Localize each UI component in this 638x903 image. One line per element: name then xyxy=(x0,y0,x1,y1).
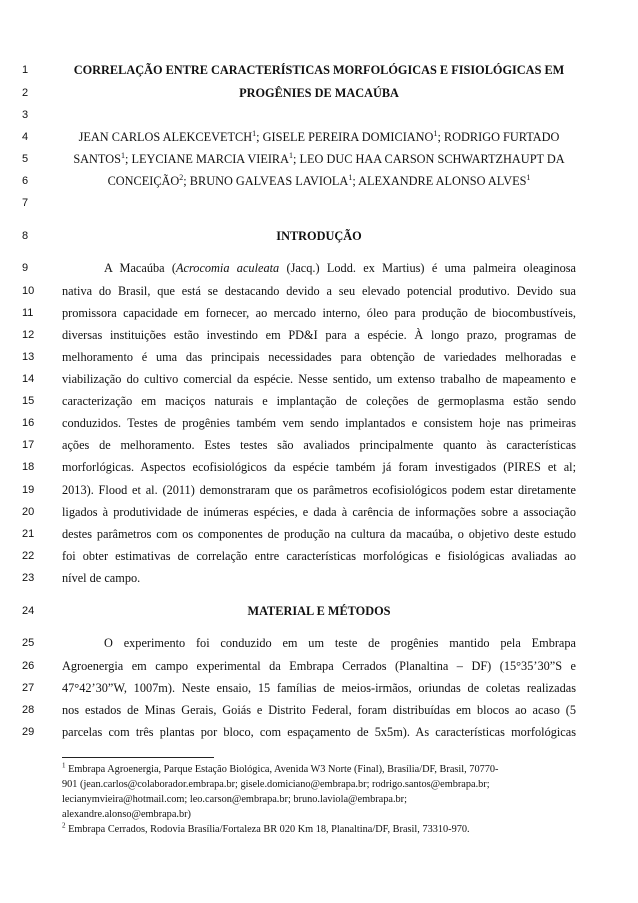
text-span: A Macaúba ( xyxy=(104,261,176,275)
line-number: 7 xyxy=(22,197,29,209)
footnote-1-line xyxy=(62,763,592,777)
affiliation-mark: 1 xyxy=(526,172,531,182)
species-name: Acrocomia aculeata xyxy=(176,261,280,275)
affiliation-mark: 2 xyxy=(179,172,184,182)
body-text-line: nos estados de Minas Gerais, Goiás e Distrito Federal, foram distribuídas em blocos ao acaso (5 xyxy=(62,703,576,717)
line-number: 25 xyxy=(22,637,35,649)
line-number: 18 xyxy=(22,461,35,473)
body-text-line: 2013). Flood et al. (2011) demonstraram que os parâmetros ecofisiológicos podem estar diretamente xyxy=(62,483,576,497)
line-number: 29 xyxy=(22,726,35,738)
author-separator: ; xyxy=(256,130,263,144)
body-text-line: diversas instituições estão investindo em PD&I para a espécie. À longo prazo, programas de xyxy=(62,328,576,342)
author-name: ALEXANDRE ALONSO ALVES xyxy=(358,174,527,188)
body-text-line: nativa do Brasil, que está se destacando devido a seu elevado potencial produtivo. Devido sua xyxy=(62,284,576,298)
body-text-line: ligados à produtividade de inúmeras espécies, e dada à carência de informações sobre a associação xyxy=(62,505,576,519)
line-number: 11 xyxy=(22,307,34,319)
line-number: 9 xyxy=(22,262,29,274)
line-number: 19 xyxy=(22,484,35,496)
author-name: JEAN CARLOS ALEKCEVETCH xyxy=(78,130,253,144)
affiliation-mark: 1 xyxy=(433,128,438,138)
author-separator: ; xyxy=(124,152,132,166)
line-number: 24 xyxy=(22,605,35,617)
line-number: 12 xyxy=(22,329,35,341)
body-text-line: conduzidos. Testes de progênies também vem sendo implantados e consistem hoje nas primeiras xyxy=(62,416,576,430)
footnote-2-line xyxy=(62,823,592,837)
affiliation-mark: 1 xyxy=(348,172,353,182)
line-number: 26 xyxy=(22,660,35,672)
line-number: 28 xyxy=(22,704,35,716)
body-text-line: ações de melhoramento. Estes testes são avaliados principalmente quanto às características xyxy=(62,438,576,452)
body-text-line: parcelas com três plantas por bloco, com espaçamento de 5x5m). As características morfológicas xyxy=(62,725,576,739)
authors-line-3 xyxy=(62,174,576,189)
line-number: 8 xyxy=(22,230,29,242)
line-number: 10 xyxy=(22,285,35,297)
footnote-text: Embrapa Cerrados, Rodovia Brasília/Fortaleza BR 020 Km 18, Planaltina/DF, Brasil, 73310-970. xyxy=(65,824,470,835)
line-number: 2 xyxy=(22,87,29,99)
body-text-line: nível de campo. xyxy=(62,571,141,585)
footnote-mark: 1 xyxy=(62,761,66,770)
line-number: 3 xyxy=(22,109,29,121)
footnote-1-line: alexandre.alonso@embrapa.br) xyxy=(62,809,191,820)
author-name: GISELE PEREIRA DOMICIANO xyxy=(262,130,434,144)
line-number: 22 xyxy=(22,550,35,562)
line-number: 17 xyxy=(22,439,35,451)
body-text-line: morforlógicas. Aspectos ecofisiológicos da espécie também já foram investigados (PIRES et al; xyxy=(62,460,576,474)
section-heading-introducao: INTRODUÇÃO xyxy=(276,229,362,243)
body-text-line: Agroenergia em campo experimental da Embrapa Cerrados (Planaltina – DF) (15°35’30”S e xyxy=(62,659,576,673)
body-text-line: foi obter estimativas de correlação entre características morfológicas e fisiológicas avaliadas ao xyxy=(62,549,576,563)
line-number: 1 xyxy=(22,64,29,76)
line-number: 16 xyxy=(22,417,35,429)
authors-line-2 xyxy=(62,152,576,167)
author-separator: ; LEO DUC HAA CARSON SCHWARTZHAUPT DA xyxy=(293,152,565,166)
footnote-1-line: 901 (jean.carlos@colaborador.embrapa.br; gisele.domiciano@embrapa.br; rodrigo.santos@embrapa.br; xyxy=(62,779,490,790)
line-number: 20 xyxy=(22,506,35,518)
body-text-line: caracterização em maciços naturais e implantação de coleções de germoplasma estão sendo xyxy=(62,394,576,408)
affiliation-mark: 1 xyxy=(120,150,125,160)
affiliation-mark: 1 xyxy=(289,150,294,160)
body-text-line: promissora capacidade em fornecer, ao mercado interno, óleo para produção de biocombustíveis, xyxy=(62,306,576,320)
line-number: 27 xyxy=(22,682,35,694)
paper-title-line-1: CORRELAÇÃO ENTRE CARACTERÍSTICAS MORFOLÓGICAS E FISIOLÓGICAS EM xyxy=(73,63,565,77)
line-number: 5 xyxy=(22,153,29,165)
line-number: 14 xyxy=(22,373,35,385)
paper-title-line-2: PROGÊNIES DE MACAÚBA xyxy=(239,86,399,100)
line-number: 6 xyxy=(22,175,29,187)
line-number: 13 xyxy=(22,351,35,363)
body-text-line: O experimento foi conduzido em um teste de progênies mantido pela Embrapa xyxy=(104,636,576,650)
author-separator: ; xyxy=(352,174,359,188)
author-name: LEYCIANE MARCIA VIEIRA xyxy=(131,152,290,166)
body-text-line: destes parâmetros com os componentes de produção na cultura da macaúba, o objetivo deste estudo xyxy=(62,527,576,541)
line-number: 4 xyxy=(22,131,29,143)
line-number: 23 xyxy=(22,572,35,584)
body-text-line: melhoramento é uma das principais necessidades para obtenção de variedades melhoradas e xyxy=(62,350,576,364)
author-separator: ; xyxy=(183,174,190,188)
footnote-text: Embrapa Agroenergia, Parque Estação Biológica, Avenida W3 Norte (Final), Brasília/DF, Brasil, 70770- xyxy=(65,764,499,775)
body-text-line xyxy=(62,261,576,276)
author-name: BRUNO GALVEAS LAVIOLA xyxy=(189,174,349,188)
affiliation-mark: 1 xyxy=(252,128,257,138)
line-number: 15 xyxy=(22,395,35,407)
footnote-mark: 2 xyxy=(62,821,66,830)
author-separator: ; RODRIGO FURTADO xyxy=(437,130,560,144)
body-text-line: viabilização do cultivo comercial da espécie. Nesse sentido, um extenso trabalho de mapeamento e xyxy=(62,372,576,386)
authors-line-1 xyxy=(62,130,576,145)
footnote-separator xyxy=(62,757,214,758)
footnote-1-line: lecianymvieira@hotmail.com; leo.carson@embrapa.br; bruno.laviola@embrapa.br; xyxy=(62,794,407,805)
line-number: 21 xyxy=(22,528,35,540)
section-heading-metodos: MATERIAL E MÉTODOS xyxy=(247,604,391,618)
text-span: (Jacq.) Lodd. ex Martius) é uma palmeira oleaginosa xyxy=(279,261,576,275)
author-name: CONCEIÇÃO xyxy=(107,174,180,188)
author-name: SANTOS xyxy=(73,152,121,166)
body-text-line: 47°42’30”W, 1007m). Neste ensaio, 15 famílias de meios-irmãos, oriundas de coletas realizadas xyxy=(62,681,576,695)
